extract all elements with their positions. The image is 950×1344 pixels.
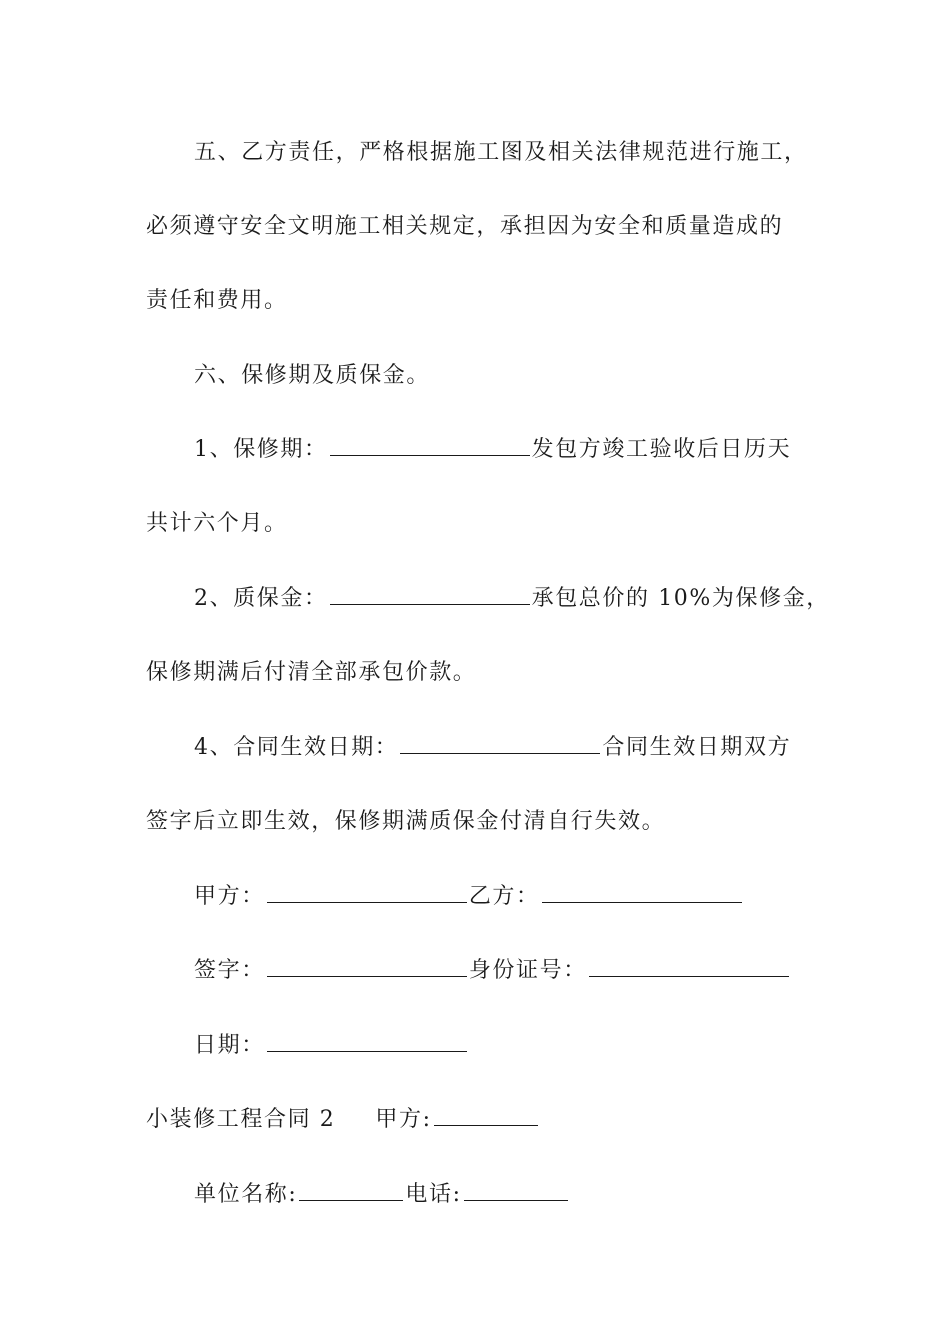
effective-date-cont: 签字后立即生效，保修期满质保金付清自行失效。 xyxy=(146,809,666,834)
date-label: 日期： xyxy=(194,1033,265,1058)
warranty-period-text: 发包方竣工验收后日历天 xyxy=(531,437,792,462)
warranty-period-blank[interactable] xyxy=(330,435,530,456)
party-b-label: 乙方： xyxy=(468,884,540,909)
id-label: 身份证号： xyxy=(468,958,587,983)
phone-blank[interactable] xyxy=(464,1180,568,1201)
effective-date-label: 4、合同生效日期： xyxy=(194,735,399,760)
party-line xyxy=(194,882,744,912)
party-a-blank[interactable] xyxy=(267,882,467,903)
warranty-period-line xyxy=(194,435,791,465)
section5-line1: 五、乙方责任，严格根据施工图及相关法律规范进行施工， xyxy=(194,140,808,165)
deposit-blank[interactable] xyxy=(330,584,530,605)
sign-label: 签字： xyxy=(194,958,265,983)
deposit-line xyxy=(194,584,830,614)
section6-title: 六、保修期及质保金。 xyxy=(194,363,431,388)
deposit-text: 承包总价的 10%为保修金， xyxy=(531,586,830,611)
warranty-period-label: 1、保修期： xyxy=(194,437,328,462)
unit-name-blank[interactable] xyxy=(299,1180,403,1201)
effective-date-blank[interactable] xyxy=(400,733,600,754)
date-line xyxy=(194,1031,469,1061)
unit-name-label: 单位名称: xyxy=(194,1182,298,1207)
party-b-blank[interactable] xyxy=(542,882,742,903)
section5-line3: 责任和费用。 xyxy=(146,288,288,313)
section5-line2: 必须遵守安全文明施工相关规定，承担因为安全和质量造成的 xyxy=(146,214,784,239)
warranty-period-cont: 共计六个月。 xyxy=(146,511,288,536)
sign-blank[interactable] xyxy=(267,956,467,977)
contract2-header-line xyxy=(146,1105,540,1135)
contract2-party-a-blank[interactable] xyxy=(434,1105,538,1126)
deposit-label: 2、质保金： xyxy=(194,586,328,611)
contract2-title: 小装修工程合同 2 xyxy=(146,1107,336,1132)
deposit-cont: 保修期满后付清全部承包价款。 xyxy=(146,660,477,685)
sign-line xyxy=(194,956,791,986)
date-blank[interactable] xyxy=(267,1031,467,1052)
contract2-unit-line xyxy=(194,1180,570,1210)
effective-date-line xyxy=(194,733,791,763)
effective-date-text: 合同生效日期双方 xyxy=(602,735,792,760)
phone-label: 电话: xyxy=(405,1182,462,1207)
id-blank[interactable] xyxy=(589,956,789,977)
contract2-party-a-label: 甲方: xyxy=(375,1107,432,1132)
party-a-label: 甲方： xyxy=(194,884,265,909)
